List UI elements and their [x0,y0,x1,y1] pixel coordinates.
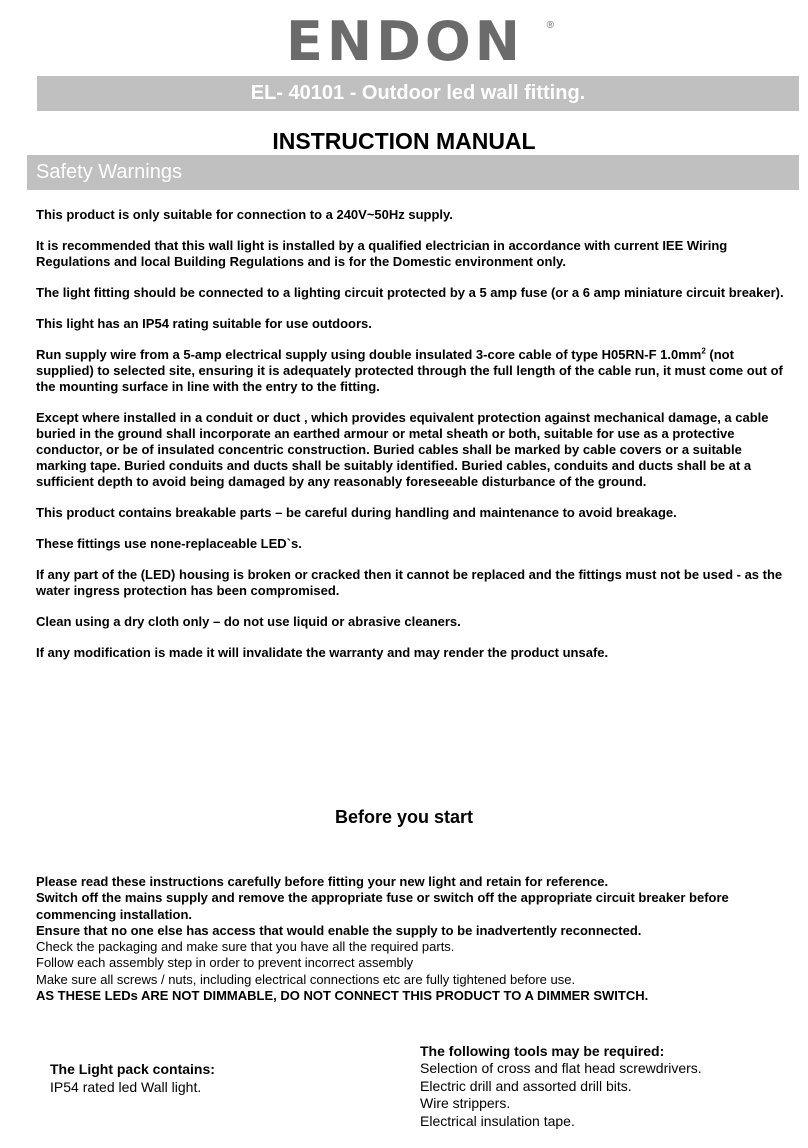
endon-logo [250,12,560,72]
warning-paragraph: This product contains breakable parts – be careful during handling and maintenance to avoid breakage. [36,505,677,520]
warning-paragraph: If any part of the (LED) housing is broken or cracked then it cannot be replaced and the fittings must not be used - as the water ingress protection has been compromised. [36,567,783,598]
before-you-start-heading: Before you start [334,807,474,827]
instruction-line: Check the packaging and make sure that you have all the required parts. [36,939,455,955]
warning-paragraph: It is recommended that this wall light is installed by a qualified electrician in accordance with current IEE Wiring Regulations and local Building Regulations and is for the Domestic environment only. [36,238,728,269]
tool-item: Selection of cross and flat head screwdrivers. [420,1060,702,1076]
warning-paragraph: Clean using a dry cloth only – do not use liquid or abrasive cleaners. [36,614,461,629]
before-you-start-list [36,874,786,1004]
safety-warnings-bar [27,155,799,190]
tools-heading: The following tools may be required: [420,1043,665,1059]
required-tools [420,1042,790,1130]
dimmer-warning-line: AS THESE LEDs ARE NOT DIMMABLE, DO NOT CONNECT THIS PRODUCT TO A DIMMER SWITCH. [36,988,649,1004]
safety-warnings-heading: Safety Warnings [36,161,182,183]
tool-item: Wire strippers. [420,1095,511,1111]
cable-text-end: (not supplied) to selected site, ensuring it is adequately protected through the full length of the cable run, it must come out of the mounting surface in line with the entry to the fitting. [36,347,783,394]
instruction-line: Ensure that no one else has access that would enable the supply to be inadvertently reconnected. [36,922,642,938]
registered-mark: ® [546,20,554,31]
cable-warning-paragraph [36,347,786,395]
pack-heading: The Light pack contains: [50,1061,215,1077]
squared-superscript: 2 [701,346,706,356]
warning-paragraph: Except where installed in a conduit or duct , which provides equivalent protection against mechanical damage, a cable buried in the ground shall incorporate an earthed armour or metal sheath or both, suitable for use as a protective conductor, or be of insulated concentric construction. Buried cables shall be marked by cable covers or a suitable marking tape. Buried conduits and ducts shall be suitably identified. Buried cables, conduits and ducts shall be at a sufficient depth to avoid being damaged by any reasonably foreseeable disturbance of the ground. [36,410,769,489]
warning-paragraph: This light has an IP54 rating suitable for use outdoors. [36,316,372,331]
product-title-bar [37,76,799,111]
tool-item: Electrical insulation tape. [420,1112,575,1129]
warning-paragraph: The light fitting should be connected to a lighting circuit protected by a 5 amp fuse (or a 6 amp miniature circuit breaker). [36,285,784,300]
instruction-line: Make sure all screws / nuts, including electrical connections etc are fully tightened before use. [36,971,576,987]
logo-wordmark: ENDON [285,10,524,73]
safety-warnings-list [36,207,786,676]
cable-text-start: Run supply wire from a 5-amp electrical supply using double insulated 3-core cable of type H05RN-F 1.0mm [36,347,702,362]
pack-item: IP54 rated led Wall light. [50,1079,202,1095]
manual-title: INSTRUCTION MANUAL [272,128,536,154]
product-title: EL- 40101 - Outdoor led wall fitting. [250,82,586,104]
warning-paragraph: If any modification is made it will invalidate the warranty and may render the product unsafe. [36,645,609,660]
instruction-line: Follow each assembly step in order to prevent incorrect assembly [36,955,414,971]
tool-item: Electric drill and assorted drill bits. [420,1077,632,1094]
warning-paragraph: This product is only suitable for connection to a 240V~50Hz supply. [36,207,453,222]
warning-paragraph: These fittings use none-replaceable LED`s. [36,536,302,551]
instruction-line: Please read these instructions carefully before fitting your new light and retain for reference. [36,874,609,889]
light-pack-contents [50,1060,380,1096]
instruction-line: Switch off the mains supply and remove the appropriate fuse or switch off the appropriate circuit breaker before commencing installation. [36,890,729,922]
